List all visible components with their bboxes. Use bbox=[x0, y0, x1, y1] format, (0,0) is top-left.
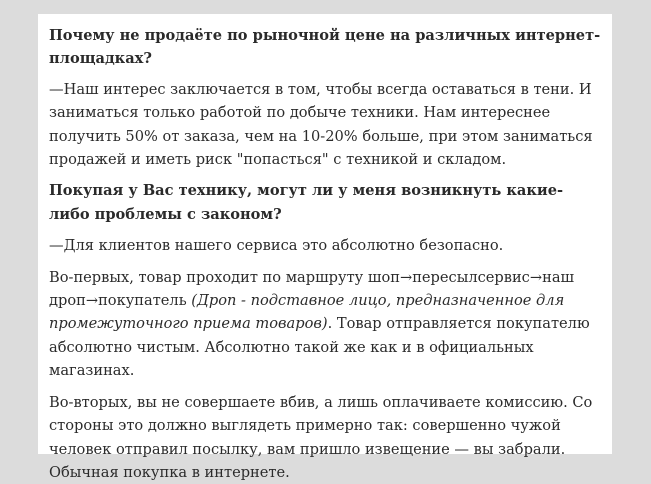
faq-answer-1: —Наш интерес заключается в том, чтобы всегда оставаться в тени. И заниматься только работой по добыче техники. Нам интереснее получить 50% от заказа, чем на 10-20% больше, при этом заниматься продажей и иметь риск "попасться" с техникой и складом. bbox=[49, 80, 593, 169]
faq-paragraph-firstly bbox=[49, 266, 602, 383]
drop-definition: (Дроп - подставное лицо, предназначенное для промежуточного приема товаров) bbox=[49, 292, 565, 333]
article-content bbox=[38, 14, 612, 481]
faq-question-2: Покупая у Вас технику, могут ли у меня возникнуть какие-либо проблемы с законом? bbox=[49, 182, 564, 223]
faq-answer-2: —Для клиентов нашего сервиса это абсолютно безопасно. bbox=[49, 237, 504, 255]
faq-question-1: Почему не продаёте по рыночной цене на различных интернет-площадках? bbox=[49, 27, 601, 68]
paragraph-text: . Товар отправляется покупателю абсолютно чистым. Абсолютно такой же как и в официальных магазинах. bbox=[49, 315, 590, 380]
paragraph-text: Во-первых, товар проходит по маршруту шоп→пересылсервис→наш дроп→покупатель bbox=[49, 268, 575, 310]
faq-paragraph-secondly: Во-вторых, вы не совершаете вбив, а лишь оплачиваете комиссию. Со стороны это должно выглядеть примерно так: совершенно чужой человек отправил посылку, вам пришло извещение — вы забрали. Обычная покупка в интернете. bbox=[49, 393, 593, 481]
